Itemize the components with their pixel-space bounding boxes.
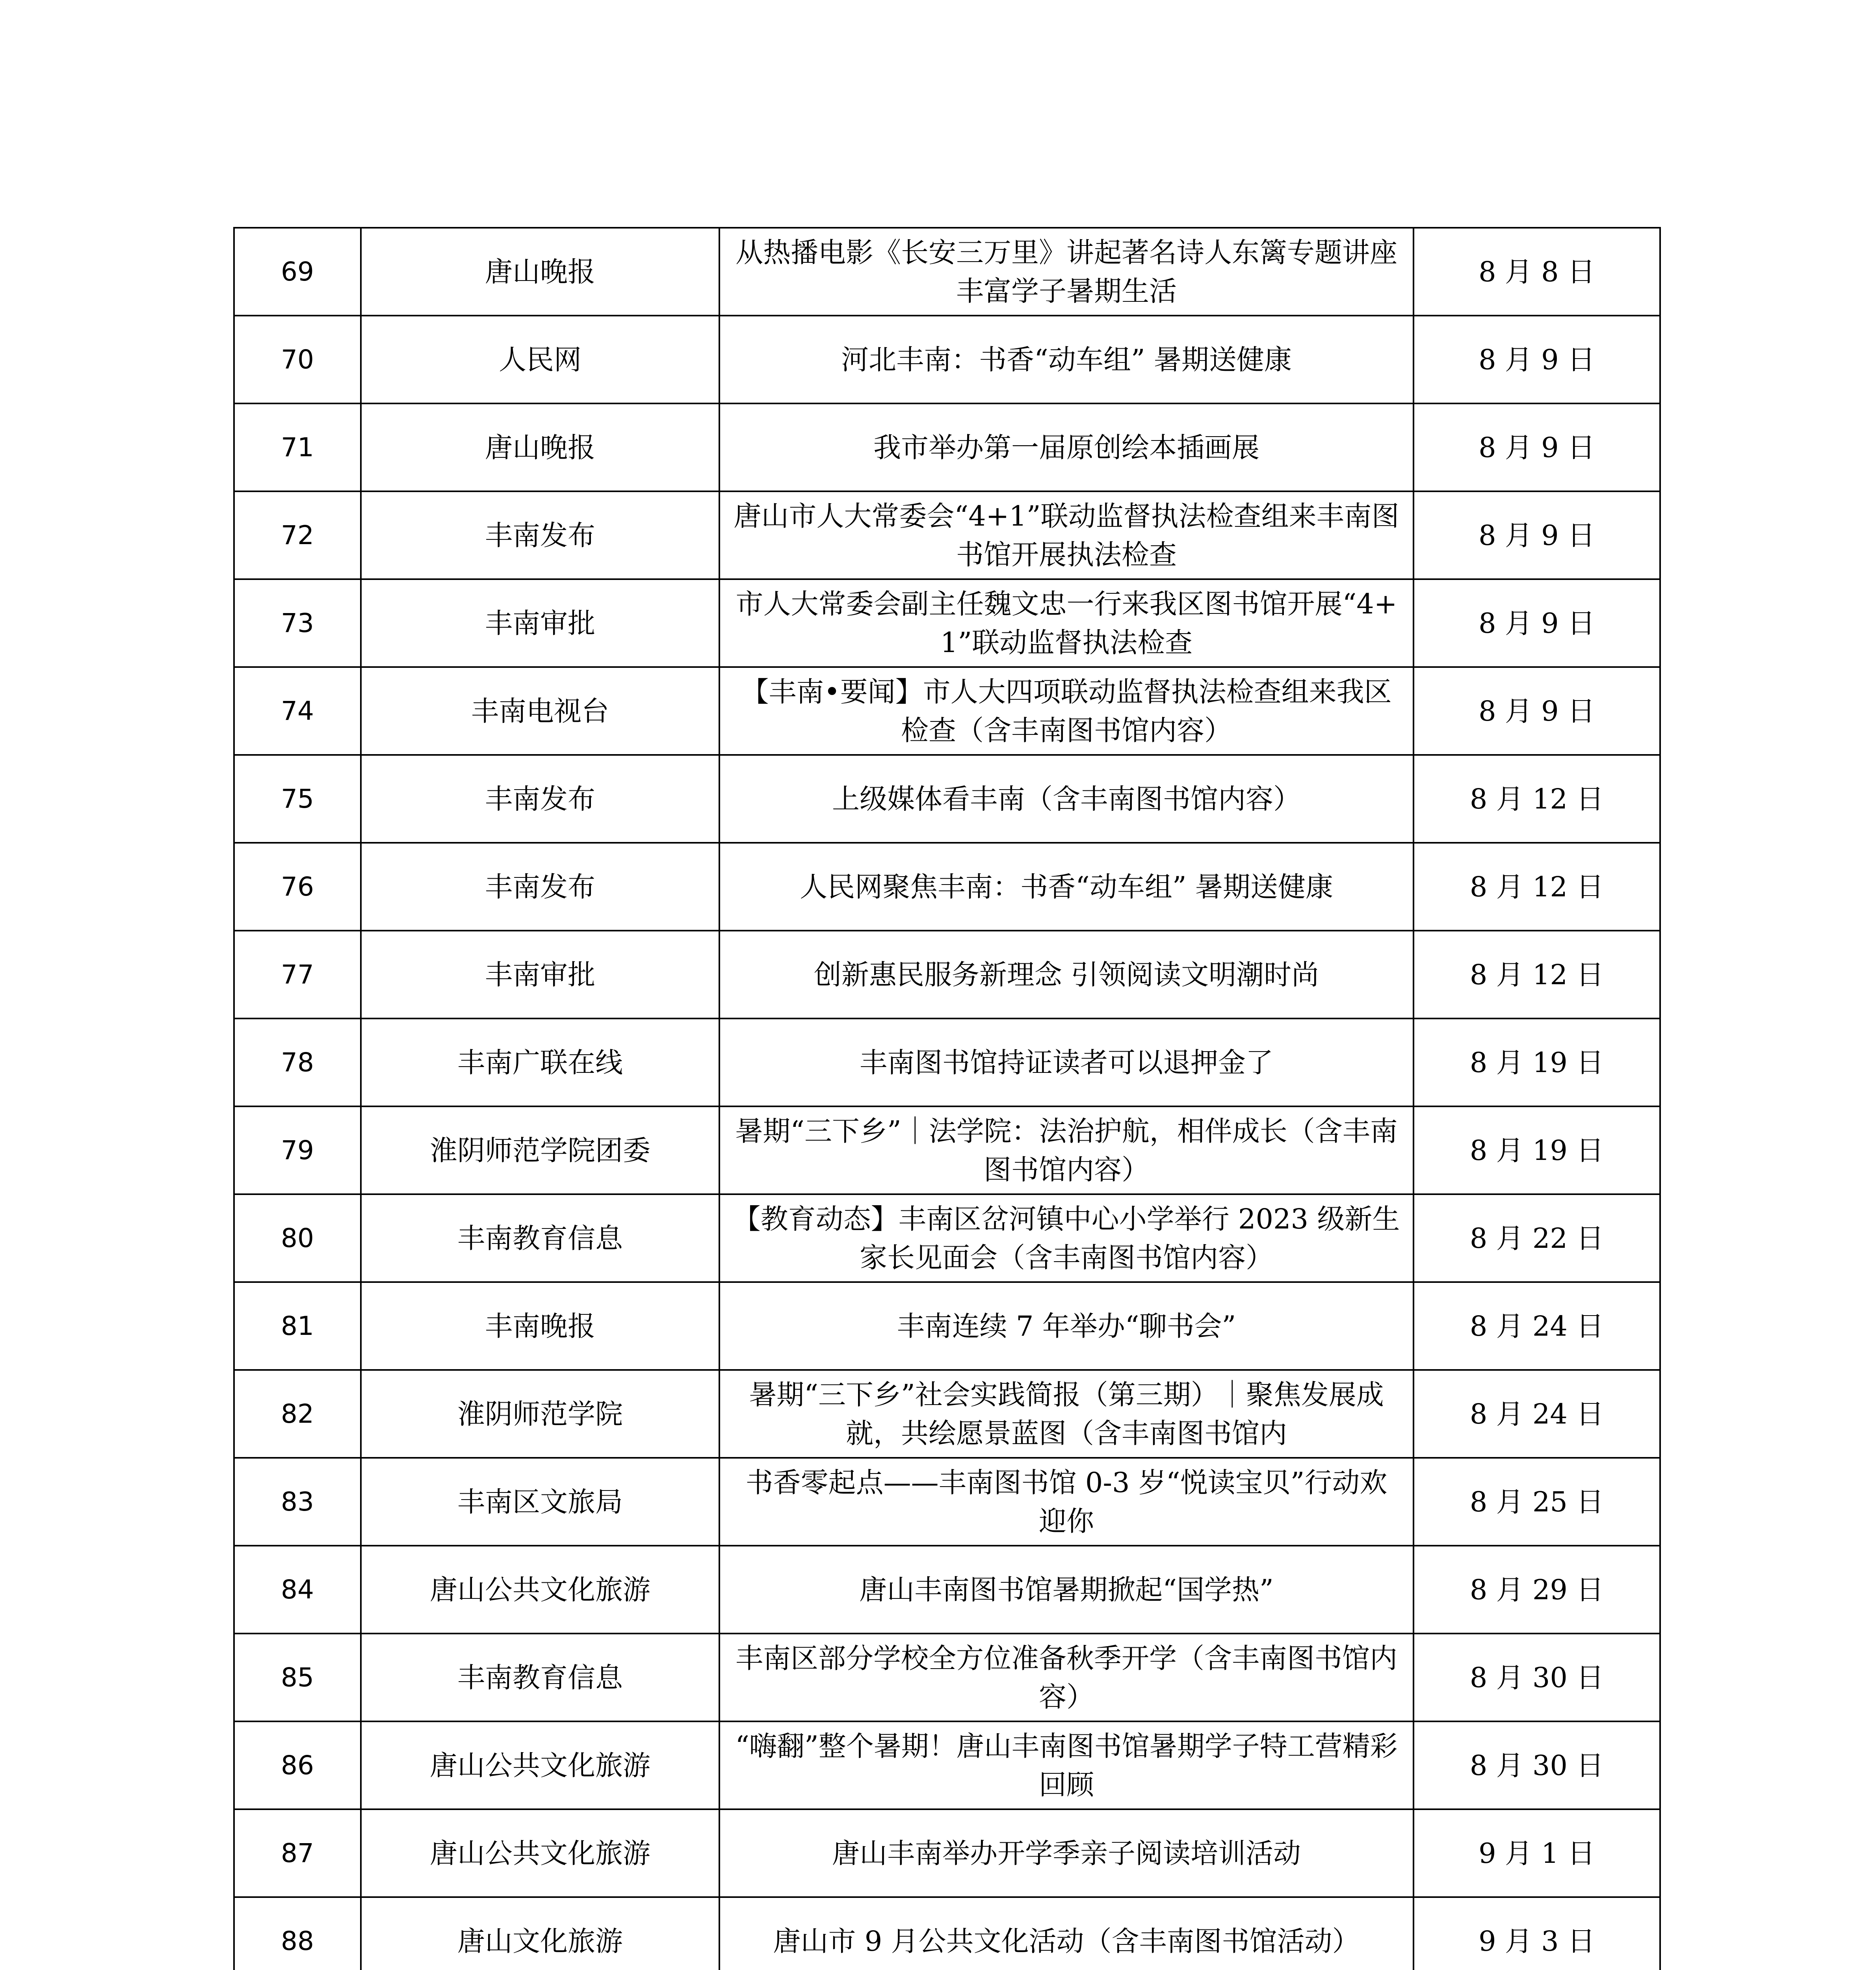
publish-date-text: 8 月 29 日 xyxy=(1469,1573,1604,1606)
media-source-text: 唐山公共文化旅游 xyxy=(430,1837,650,1870)
media-source xyxy=(361,843,719,931)
publish-date xyxy=(1414,1106,1660,1194)
media-source-text: 丰南教育信息 xyxy=(457,1661,623,1694)
row-number-text: 75 xyxy=(281,783,314,814)
media-source xyxy=(361,228,719,316)
publish-date xyxy=(1414,1282,1660,1370)
row-number-text: 81 xyxy=(281,1310,314,1341)
media-source-text: 丰南教育信息 xyxy=(457,1222,623,1254)
table-row xyxy=(234,755,1660,843)
publish-date xyxy=(1414,755,1660,843)
article-title-text: 暑期“三下乡”｜法学院：法治护航，相伴成长（含丰南图书馆内容） xyxy=(735,1115,1398,1186)
row-number xyxy=(234,843,361,931)
media-source xyxy=(361,1546,719,1634)
article-title-text: 唐山丰南举办开学季亲子阅读培训活动 xyxy=(832,1837,1301,1870)
row-number-text: 72 xyxy=(281,520,314,550)
publish-date xyxy=(1414,1546,1660,1634)
row-number xyxy=(234,403,361,491)
publish-date xyxy=(1414,667,1660,755)
row-number-text: 77 xyxy=(281,959,314,990)
article-title xyxy=(719,491,1414,579)
publish-date xyxy=(1414,1458,1660,1546)
publish-date xyxy=(1414,1370,1660,1458)
row-number xyxy=(234,316,361,403)
media-source xyxy=(361,491,719,579)
table-row xyxy=(234,1458,1660,1546)
media-source xyxy=(361,1194,719,1282)
table-row xyxy=(234,1370,1660,1458)
publish-date-text: 8 月 9 日 xyxy=(1479,607,1595,639)
article-title-text: 唐山丰南图书馆暑期掀起“国学热” xyxy=(859,1573,1274,1606)
article-title-text: 创新惠民服务新理念 引领阅读文明潮时尚 xyxy=(814,958,1319,991)
media-source-text: 唐山文化旅游 xyxy=(457,1925,623,1957)
row-number xyxy=(234,1634,361,1721)
article-title-text: 暑期“三下乡”社会实践简报（第三期）｜聚焦发展成就，共绘愿景蓝图（含丰南图书馆内 xyxy=(749,1378,1384,1450)
article-title xyxy=(719,1282,1414,1370)
media-source-text: 丰南发布 xyxy=(485,519,595,552)
article-title xyxy=(719,403,1414,491)
table-row xyxy=(234,228,1660,316)
table-row xyxy=(234,1106,1660,1194)
article-title-text: 河北丰南：书香“动车组” 暑期送健康 xyxy=(841,343,1292,376)
article-title-text: 【教育动态】丰南区岔河镇中心小学举行 2023 级新生家长见面会（含丰南图书馆内容） xyxy=(733,1202,1400,1274)
publish-date xyxy=(1414,843,1660,931)
row-number xyxy=(234,1282,361,1370)
row-number-text: 80 xyxy=(281,1223,314,1253)
row-number xyxy=(234,1458,361,1546)
article-title-text: 丰南图书馆持证读者可以退押金了 xyxy=(860,1046,1273,1079)
article-title xyxy=(719,755,1414,843)
row-number xyxy=(234,1106,361,1194)
publish-date xyxy=(1414,1194,1660,1282)
row-number-text: 84 xyxy=(281,1574,314,1605)
row-number-text: 82 xyxy=(281,1398,314,1429)
media-source-text: 唐山晚报 xyxy=(485,431,595,464)
media-source-text: 丰南区文旅局 xyxy=(457,1485,623,1518)
table-row xyxy=(234,931,1660,1018)
article-title xyxy=(719,931,1414,1018)
table-row xyxy=(234,1018,1660,1106)
table-row xyxy=(234,1721,1660,1809)
article-title xyxy=(719,843,1414,931)
media-source-text: 唐山公共文化旅游 xyxy=(430,1573,650,1606)
publish-date-text: 8 月 22 日 xyxy=(1469,1222,1604,1254)
article-title xyxy=(719,1634,1414,1721)
media-source xyxy=(361,931,719,1018)
media-source xyxy=(361,1282,719,1370)
article-title xyxy=(719,1018,1414,1106)
row-number xyxy=(234,667,361,755)
publish-date-text: 8 月 30 日 xyxy=(1469,1749,1604,1782)
media-source-text: 唐山晚报 xyxy=(485,255,595,288)
row-number-text: 85 xyxy=(281,1662,314,1693)
row-number-text: 83 xyxy=(281,1486,314,1517)
article-title xyxy=(719,1546,1414,1634)
row-number xyxy=(234,579,361,667)
media-source xyxy=(361,1634,719,1721)
media-source xyxy=(361,1897,719,1970)
publish-date xyxy=(1414,491,1660,579)
publish-date-text: 8 月 9 日 xyxy=(1479,343,1595,376)
publish-date-text: 8 月 19 日 xyxy=(1469,1046,1604,1079)
row-number-text: 71 xyxy=(281,432,314,463)
table-row xyxy=(234,316,1660,403)
media-source xyxy=(361,316,719,403)
row-number xyxy=(234,1809,361,1897)
row-number-text: 79 xyxy=(281,1135,314,1165)
media-source-text: 淮阴师范学院 xyxy=(457,1398,623,1430)
publish-date-text: 8 月 25 日 xyxy=(1469,1485,1604,1518)
table-row xyxy=(234,579,1660,667)
table-row xyxy=(234,1546,1660,1634)
article-title-text: 丰南区部分学校全方位准备秋季开学（含丰南图书馆内容） xyxy=(736,1642,1397,1713)
article-title xyxy=(719,579,1414,667)
publish-date xyxy=(1414,403,1660,491)
table-row xyxy=(234,1897,1660,1970)
article-title-text: 唐山市 9 月公共文化活动（含丰南图书馆活动） xyxy=(773,1925,1360,1957)
row-number-text: 78 xyxy=(281,1047,314,1078)
table-row xyxy=(234,1809,1660,1897)
row-number-text: 76 xyxy=(281,871,314,902)
article-title-text: 人民网聚焦丰南：书香“动车组” 暑期送健康 xyxy=(800,870,1333,903)
media-source xyxy=(361,1370,719,1458)
row-number xyxy=(234,1546,361,1634)
article-title xyxy=(719,667,1414,755)
article-title-text: 唐山市人大常委会“4+1”联动监督执法检查组来丰南图书馆开展执法检查 xyxy=(734,500,1399,571)
row-number-text: 88 xyxy=(281,1925,314,1956)
row-number-text: 70 xyxy=(281,344,314,375)
row-number xyxy=(234,228,361,316)
row-number xyxy=(234,1897,361,1970)
table-row xyxy=(234,843,1660,931)
table-row xyxy=(234,491,1660,579)
article-title-text: 我市举办第一届原创绘本插画展 xyxy=(873,431,1259,464)
row-number xyxy=(234,1370,361,1458)
media-source xyxy=(361,1809,719,1897)
table-body xyxy=(234,228,1660,1970)
publish-date-text: 8 月 24 日 xyxy=(1469,1398,1604,1430)
publish-date xyxy=(1414,1897,1660,1970)
table-row xyxy=(234,1194,1660,1282)
article-title xyxy=(719,1721,1414,1809)
article-title-text: 上级媒体看丰南（含丰南图书馆内容） xyxy=(832,782,1301,815)
media-source xyxy=(361,1018,719,1106)
publish-date-text: 8 月 9 日 xyxy=(1479,695,1595,727)
publish-date-text: 8 月 9 日 xyxy=(1479,431,1595,464)
row-number-text: 73 xyxy=(281,608,314,638)
media-source-text: 淮阴师范学院团委 xyxy=(430,1134,650,1167)
article-title-text: 【丰南•要闻】市人大四项联动监督执法检查组来我区检查（含丰南图书馆内容） xyxy=(741,675,1392,747)
publish-date xyxy=(1414,228,1660,316)
publish-date-text: 8 月 9 日 xyxy=(1479,519,1595,552)
article-title xyxy=(719,1897,1414,1970)
publish-date xyxy=(1414,316,1660,403)
article-title xyxy=(719,228,1414,316)
media-source-text: 唐山公共文化旅游 xyxy=(430,1749,650,1782)
media-source xyxy=(361,667,719,755)
publish-date-text: 8 月 12 日 xyxy=(1469,958,1604,991)
row-number xyxy=(234,1721,361,1809)
article-title xyxy=(719,1458,1414,1546)
publish-date-text: 9 月 1 日 xyxy=(1479,1837,1595,1870)
table-row xyxy=(234,1634,1660,1721)
publish-date xyxy=(1414,1721,1660,1809)
article-title xyxy=(719,1809,1414,1897)
article-title-text: 丰南连续 7 年举办“聊书会” xyxy=(897,1310,1236,1342)
media-source xyxy=(361,1106,719,1194)
row-number xyxy=(234,1018,361,1106)
media-coverage-table xyxy=(233,227,1661,1970)
media-source-text: 丰南发布 xyxy=(485,782,595,815)
table-row xyxy=(234,667,1660,755)
publish-date-text: 8 月 8 日 xyxy=(1479,255,1595,288)
media-source-text: 丰南晚报 xyxy=(485,1310,595,1342)
publish-date-text: 8 月 12 日 xyxy=(1469,782,1604,815)
table-row xyxy=(234,403,1660,491)
row-number-text: 69 xyxy=(281,256,314,287)
publish-date xyxy=(1414,1018,1660,1106)
media-source xyxy=(361,1458,719,1546)
row-number xyxy=(234,1194,361,1282)
row-number xyxy=(234,931,361,1018)
row-number xyxy=(234,491,361,579)
media-source-text: 丰南审批 xyxy=(485,958,595,991)
article-title xyxy=(719,1106,1414,1194)
row-number-text: 74 xyxy=(281,695,314,726)
publish-date-text: 8 月 30 日 xyxy=(1469,1661,1604,1694)
row-number xyxy=(234,755,361,843)
publish-date-text: 8 月 19 日 xyxy=(1469,1134,1604,1167)
media-source xyxy=(361,403,719,491)
media-source-text: 丰南审批 xyxy=(485,607,595,639)
article-title-text: 书香零起点——丰南图书馆 0-3 岁“悦读宝贝”行动欢迎你 xyxy=(745,1466,1387,1537)
publish-date xyxy=(1414,579,1660,667)
publish-date-text: 8 月 24 日 xyxy=(1469,1310,1604,1342)
media-source xyxy=(361,579,719,667)
media-source-text: 丰南广联在线 xyxy=(457,1046,623,1079)
row-number-text: 86 xyxy=(281,1750,314,1780)
publish-date-text: 8 月 12 日 xyxy=(1469,870,1604,903)
media-source-text: 丰南电视台 xyxy=(471,695,609,727)
article-title xyxy=(719,1370,1414,1458)
media-source-text: 丰南发布 xyxy=(485,870,595,903)
media-source xyxy=(361,1721,719,1809)
publish-date-text: 9 月 3 日 xyxy=(1479,1925,1595,1957)
article-title xyxy=(719,1194,1414,1282)
media-source xyxy=(361,755,719,843)
article-title xyxy=(719,316,1414,403)
table-row xyxy=(234,1282,1660,1370)
publish-date xyxy=(1414,1634,1660,1721)
article-title-text: 市人大常委会副主任魏文忠一行来我区图书馆开展“4+1”联动监督执法检查 xyxy=(736,587,1397,659)
publish-date xyxy=(1414,1809,1660,1897)
article-title-text: “嗨翻”整个暑期！唐山丰南图书馆暑期学子特工营精彩回顾 xyxy=(735,1730,1398,1801)
publish-date xyxy=(1414,931,1660,1018)
article-title-text: 从热播电影《长安三万里》讲起著名诗人东篱专题讲座丰富学子暑期生活 xyxy=(736,236,1397,307)
row-number-text: 87 xyxy=(281,1838,314,1868)
media-source-text: 人民网 xyxy=(499,343,581,376)
